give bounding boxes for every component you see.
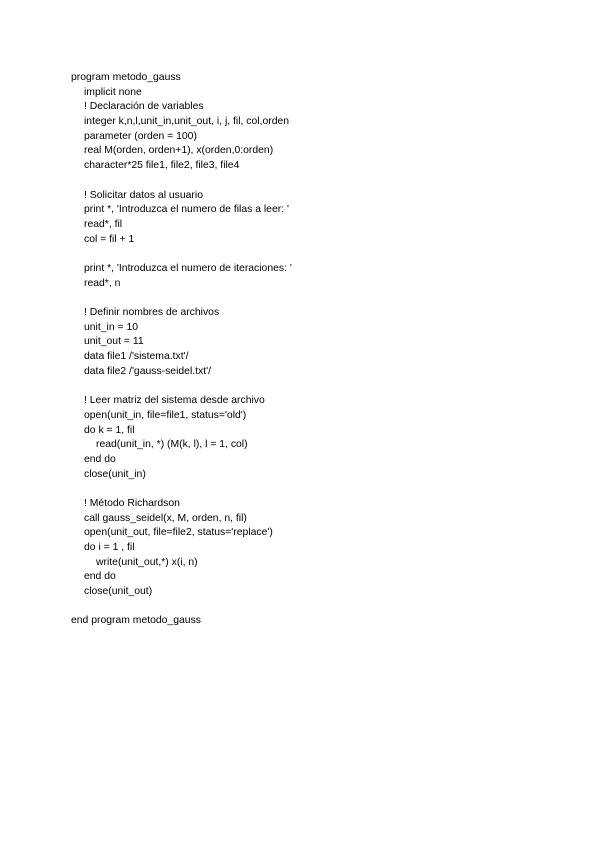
code-line: do k = 1, fil [84, 424, 135, 436]
code-line: end do [84, 571, 116, 583]
code-line: ! Declaración de variables [84, 101, 204, 113]
code-line: read*, n [84, 277, 121, 289]
code-line: open(unit_in, file=file1, status='old') [84, 409, 247, 421]
code-line: print *, 'Introduzca el numero de filas a leer: ' [84, 204, 289, 216]
code-line: call gauss_seidel(x, M, orden, n, fil) [84, 512, 247, 524]
blank-line [71, 247, 292, 262]
code-line: data file2 /'gauss-seidel.txt'/ [84, 365, 211, 377]
blank-line [71, 379, 292, 394]
code-line: open(unit_out, file=file2, status='replace') [84, 527, 273, 539]
code-line: end do [84, 453, 116, 465]
code-line: implicit none [84, 86, 142, 98]
code-line: close(unit_in) [84, 468, 146, 480]
code-line: real M(orden, orden+1), x(orden,0:orden) [84, 145, 274, 157]
code-line: ! Definir nombres de archivos [84, 307, 220, 318]
blank-line [71, 600, 292, 615]
code-line: ! Leer matriz del sistema desde archivo [84, 395, 265, 407]
code-line: close(unit_out) [84, 586, 153, 598]
code-line: read*, fil [84, 218, 123, 230]
code-line: end program metodo_gauss [71, 615, 201, 627]
code-line: unit_out = 11 [84, 336, 144, 348]
code-line: character*25 file1, file2, file3, file4 [84, 160, 240, 172]
blank-line [71, 482, 292, 497]
blank-line [71, 174, 292, 189]
blank-line [71, 291, 292, 306]
code-line: parameter (orden = 100) [84, 130, 197, 142]
code-line: integer k,n,l,unit_in,unit_out, i, j, fil, col,orden [84, 116, 290, 128]
code-line: col = fil + 1 [84, 233, 135, 245]
code-listing [71, 71, 292, 629]
code-line: data file1 /'sistema.txt'/ [84, 351, 189, 363]
code-line: unit_in = 10 [84, 321, 139, 333]
code-line: print *, 'Introduzca el numero de iteraciones: ' [84, 262, 292, 274]
code-line: read(unit_in, *) (M(k, l), l = 1, col) [96, 439, 248, 451]
code-line: ! Solicitar datos al usuario [84, 189, 203, 201]
code-line: write(unit_out,*) x(i, n) [96, 556, 198, 568]
code-line: ! Método Richardson [84, 497, 180, 509]
code-line: do i = 1 , fil [84, 542, 135, 553]
code-line: program metodo_gauss [71, 72, 181, 83]
